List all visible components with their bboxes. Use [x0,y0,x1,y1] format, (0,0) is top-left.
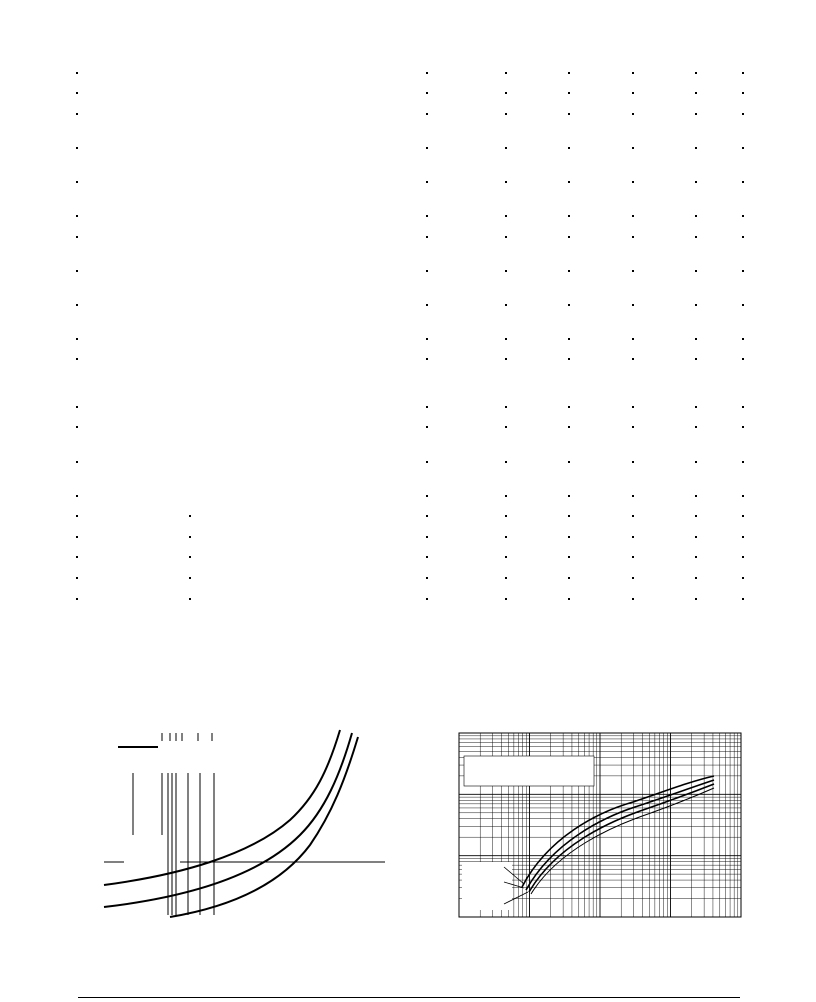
table-cell-mark [568,92,570,94]
table-cell-mark [568,113,570,115]
table-cell-mark [568,72,570,74]
table-cell-mark [76,181,78,183]
table-cell-mark [568,215,570,217]
table-cell-mark [426,461,428,463]
table-cell-mark [632,426,634,428]
footer-rule [78,997,740,998]
table-cell-mark [695,406,697,408]
table-cell-mark [742,536,744,538]
table-cell-mark [568,358,570,360]
table-cell-mark [505,181,507,183]
table-cell-mark [505,556,507,558]
table-cell-mark [426,270,428,272]
table-cell-mark [695,358,697,360]
table-cell-mark [76,495,78,497]
table-cell-mark [695,215,697,217]
table-cell-mark [76,406,78,408]
table-cell-mark [568,556,570,558]
table-cell-mark [568,426,570,428]
table-cell-mark [76,426,78,428]
table-cell-mark [742,577,744,579]
table-cell-mark [426,556,428,558]
table-cell-mark [632,577,634,579]
table-cell-mark [695,304,697,306]
table-cell-mark [426,406,428,408]
table-cell-mark [568,147,570,149]
table-cell-mark [76,515,78,517]
table-cell-mark [189,556,191,558]
table-cell-mark [189,577,191,579]
table-cell-mark [742,181,744,183]
table-cell-mark [742,113,744,115]
table-cell-mark [568,338,570,340]
table-cell-mark [742,215,744,217]
table-cell-mark [695,556,697,558]
table-cell-mark [426,92,428,94]
table-cell-mark [568,577,570,579]
table-cell-mark [632,536,634,538]
table-cell-mark [632,515,634,517]
table-cell-mark [695,495,697,497]
table-cell-mark [426,426,428,428]
table-cell-mark [76,338,78,340]
table-cell-mark [505,215,507,217]
table-cell-mark [632,113,634,115]
table-cell-mark [426,577,428,579]
table-cell-mark [568,461,570,463]
table-cell-mark [426,236,428,238]
table-cell-mark [695,536,697,538]
table-cell-mark [76,270,78,272]
table-cell-mark [632,338,634,340]
table-cell-mark [568,270,570,272]
table-cell-mark [505,577,507,579]
table-cell-mark [568,181,570,183]
table-cell-mark [76,304,78,306]
table-cell-mark [426,181,428,183]
table-cell-mark [632,556,634,558]
table-cell-mark [76,147,78,149]
table-cell-mark [742,358,744,360]
table-cell-mark [426,113,428,115]
table-cell-mark [742,270,744,272]
table-cell-mark [742,236,744,238]
table-cell-mark [632,461,634,463]
table-cell-mark [505,270,507,272]
table-cell-mark [632,304,634,306]
table-cell-mark [76,577,78,579]
table-cell-mark [76,113,78,115]
table-cell-mark [632,92,634,94]
table-cell-mark [426,495,428,497]
figure-right-loglog [458,732,742,918]
table-cell-mark [742,495,744,497]
table-cell-mark [505,406,507,408]
table-cell-mark [426,515,428,517]
table-cell-mark [742,515,744,517]
table-cell-mark [742,406,744,408]
table-cell-mark [76,236,78,238]
table-cell-mark [742,147,744,149]
table-cell-mark [568,495,570,497]
table-cell-mark [189,598,191,600]
table-cell-mark [568,406,570,408]
table-cell-mark [695,270,697,272]
table-cell-mark [695,113,697,115]
table-cell-mark [632,358,634,360]
table-cell-mark [426,338,428,340]
table-cell-mark [742,338,744,340]
table-cell-mark [505,598,507,600]
table-cell-mark [76,72,78,74]
table-cell-mark [505,147,507,149]
legend-box [464,756,594,786]
table-cell-mark [632,147,634,149]
table-cell-mark [742,72,744,74]
table-cell-mark [568,515,570,517]
table-cell-mark [505,92,507,94]
table-cell-mark [426,598,428,600]
curve-2 [104,733,352,907]
table-cell-mark [632,72,634,74]
table-cell-mark [505,515,507,517]
table-cell-mark [632,598,634,600]
annotation-box [462,862,512,910]
table-cell-mark [426,147,428,149]
table-cell-mark [742,426,744,428]
table-cell-mark [695,598,697,600]
table-cell-mark [426,304,428,306]
table-cell-mark [76,92,78,94]
table-cell-mark [568,304,570,306]
table-cell-mark [568,236,570,238]
table-cell-mark [695,72,697,74]
table-cell-mark [505,536,507,538]
table-cell-mark [505,495,507,497]
table-cell-mark [505,72,507,74]
table-cell-mark [505,461,507,463]
table-cell-mark [426,215,428,217]
table-cell-mark [695,515,697,517]
table-cell-mark [632,215,634,217]
table-cell-mark [505,426,507,428]
table-cell-mark [189,515,191,517]
table-cell-mark [695,181,697,183]
figure-left-curves [100,725,395,925]
table-cell-mark [695,92,697,94]
table-cell-mark [426,358,428,360]
table-cell-mark [695,338,697,340]
table-cell-mark [76,556,78,558]
table-cell-mark [695,577,697,579]
table-cell-mark [742,556,744,558]
table-cell-mark [426,72,428,74]
table-cell-mark [742,598,744,600]
table-cell-mark [632,236,634,238]
table-cell-mark [632,270,634,272]
table-cell-mark [76,598,78,600]
table-cell-mark [742,92,744,94]
table-cell-mark [632,406,634,408]
table-cell-mark [568,536,570,538]
table-cell-mark [695,147,697,149]
table-cell-mark [632,181,634,183]
table-cell-mark [505,358,507,360]
table-cell-mark [189,536,191,538]
table-cell-mark [76,358,78,360]
table-cell-mark [695,236,697,238]
table-cell-mark [426,536,428,538]
table-cell-mark [568,598,570,600]
table-cell-mark [76,461,78,463]
table-cell-mark [76,536,78,538]
table-cell-mark [695,461,697,463]
table-cell-mark [695,426,697,428]
table-cell-mark [742,461,744,463]
table-cell-mark [742,304,744,306]
table-cell-mark [505,236,507,238]
table-cell-mark [76,215,78,217]
table-cell-mark [632,495,634,497]
table-cell-mark [505,338,507,340]
table-cell-mark [505,304,507,306]
table-cell-mark [505,113,507,115]
